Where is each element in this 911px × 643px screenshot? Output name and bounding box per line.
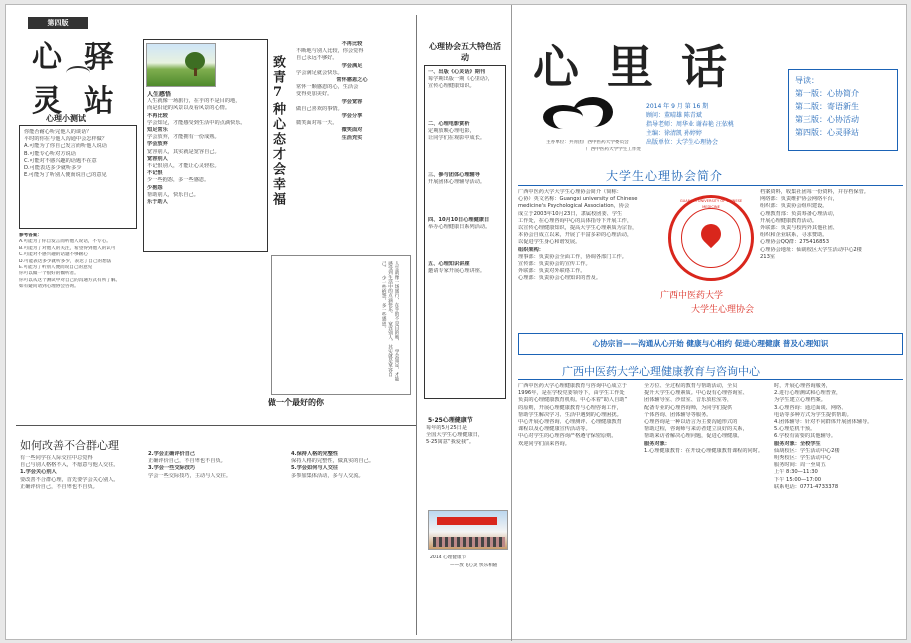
logo-char-1: 心 <box>32 40 62 75</box>
banner-icon <box>437 517 497 525</box>
publisher-line: 出版单位：大学生心理协会 <box>646 139 719 146</box>
poem-vertical-line: 少一些抱怨，多一些感恩。 <box>381 275 387 331</box>
essay-line: 人生就像一场旅行，在乎的不是目的地， <box>147 98 241 105</box>
vertical-poem-panel <box>271 255 411 395</box>
feature-item: 一、出版《心灵话》期刊 <box>428 69 486 75</box>
qq-group-line: 心理协会QQ群：275416853 <box>760 239 829 246</box>
service-time: 服务时间：周一至周五 <box>774 462 826 469</box>
seal-caption-1: 广西中医药大学 <box>660 291 724 301</box>
essay-subhead: 学会放弃 <box>147 141 168 148</box>
intro-line: 理事部：负责协会全面工作，协调各部门工作。 <box>518 253 627 260</box>
essay-heading: 人生感悟 <box>147 91 172 98</box>
quiz-intro: 你能否耐心听完他人的谈话？ <box>24 129 92 135</box>
center-line: 欢迎同学们前来咨询。 <box>518 440 570 447</box>
feature-item: 二、心理电影赏析 <box>428 120 470 127</box>
article2-subhead: 1.学会关心别人 <box>20 469 57 476</box>
intro-right-line: 心理教育部：负责筹备心理活动， <box>760 210 838 217</box>
logo-char-3: 灵 <box>32 84 62 119</box>
edition-tag: 第四版 <box>28 17 88 29</box>
features-list <box>428 69 502 275</box>
intro-line: 广西中医药大学大学生心理协会简介（简称： <box>518 189 622 195</box>
do-best-title: 做一个最好的你 <box>268 398 324 407</box>
article2-subhead: 3.学会一些交际技巧 <box>148 465 196 472</box>
mindset-line: 学会满足就会快乐。 <box>296 69 343 76</box>
center-underline <box>518 379 903 380</box>
feature-item: 四、10月10日心理健康日 <box>428 216 490 223</box>
center-line: 配备专业的心理咨询师，为同学们提供 <box>644 404 733 411</box>
newspaper-spread <box>5 4 907 640</box>
mindset-subhead: 不再比较 <box>341 41 363 47</box>
festival-photo <box>428 510 508 550</box>
center-title: 广西中医药大学心理健康教育与咨询中心 <box>562 365 760 378</box>
center-line: 1.心理健康教育：在开设心理健康教育课程的同时。 <box>644 447 764 454</box>
quiz-box <box>19 125 137 229</box>
essay-subhead: 不再比较 <box>147 112 168 119</box>
section-divider <box>16 425 416 426</box>
association-seal <box>668 195 754 281</box>
center-col1 <box>518 383 638 633</box>
mindset-subhead: 学会分享 <box>341 113 363 120</box>
center-line: 时，开展心理咨询服务， <box>774 383 832 389</box>
page-fold <box>511 5 512 641</box>
essay-line: 不记恨别人，才能让心灵轻松。 <box>147 163 220 170</box>
logo-stroke <box>573 97 613 127</box>
answer-line: 你可以从这个测试中对自己的沟通方式有所了解。 <box>19 277 121 283</box>
intro-right-text <box>760 189 902 319</box>
intro-title: 大学生心理协会简介 <box>606 169 724 183</box>
essay-subhead: 知足常乐 <box>147 127 168 134</box>
article2-subhead: 5.学会如何与人交往 <box>291 465 339 472</box>
essay-line: 学会放弃，才能拥有一份成熟。 <box>147 134 220 141</box>
logo-swirl-icon <box>66 66 90 80</box>
seal-caption-2: 大学生心理协会 <box>691 305 755 315</box>
intro-line: 外联部：负责对外联络工作。 <box>518 268 586 275</box>
intro-subhead: 组织架构： <box>518 246 544 253</box>
mindset-line: 常怀一颗感恩的心，生活会 <box>296 84 359 91</box>
sponsor-line: 主办单位：共青团广西中医药大学委员会 <box>546 140 629 145</box>
center-line: 2.进行心理测试和心理普查， <box>774 390 842 397</box>
sponsor-line-2: 广西中医药大学学生工作处 <box>586 147 642 152</box>
essay-subhead: 宽容别人 <box>147 155 168 162</box>
quiz-title: 心理小测试 <box>46 114 86 123</box>
seal-ring-text: GUANGXI UNIVERSITY OF CHINESE MEDICINE <box>679 199 743 210</box>
quiz-option: D.可能表达多少就听多少 <box>24 165 82 172</box>
center-subhead: 服务对象： <box>644 440 670 447</box>
crowd-icon <box>433 537 505 547</box>
feature-line: 让同学们在观影中成长。 <box>428 135 486 142</box>
intro-right-line: 外联部：负责与校内外其他社团、 <box>760 225 838 232</box>
essay-line: 学会知足，才能感受到生活中的点滴快乐。 <box>147 119 246 126</box>
article2-subhead: 4.保持人格的完整性 <box>291 451 339 457</box>
campus-line: 仙葫校区：学生活动中心2楼 <box>774 447 840 454</box>
intro-line: 以促进学生身心和谐发展。 <box>518 239 581 246</box>
article2-line: 多参加集体活动，多与人交流。 <box>291 472 364 479</box>
center-line: 广西中医药大学心理健康教育与咨询中心成立于 <box>518 383 627 389</box>
festival-caption: 2014 心理健康节 <box>430 555 467 560</box>
feature-item: 三、参与团体心理辅导 <box>428 172 480 179</box>
service-target: 服务对象：全校学生 <box>774 440 821 447</box>
feature-line: 举办心理健康日系列活动。 <box>428 223 491 230</box>
center-line: 4.团体辅导：针对不同群体开展团体辅导。 <box>774 419 873 426</box>
center-line: 帮助过程，咨询师与来访者建立良好的关系， <box>644 426 748 433</box>
article2-col3 <box>291 451 409 635</box>
center-line: 课程以及心理健康宣传活动等。 <box>518 426 591 433</box>
center-line: 5.心理危机干预。 <box>774 426 816 433</box>
poem-vertical-line: 宽容别人，其实就是宽容自己。 <box>381 261 393 377</box>
feature-line: 每学期出版一期《心里话》， <box>428 76 493 83</box>
center-col2 <box>644 383 768 633</box>
poem-vertical-text <box>279 261 399 381</box>
center-line: 个体咨询、团体辅导等服务。 <box>644 411 712 418</box>
center-line: 1996年，是在学校党委领导下，由学生工作处 <box>518 390 625 397</box>
essay-subhead: 不记恨 <box>147 170 163 177</box>
quiz-option: 平时的你在与他人沟通中会怎样做？ <box>24 136 108 143</box>
center-line: 负责的心理健康教育机构。中心本着“助人自助” <box>518 397 628 404</box>
intro-underline <box>518 185 903 186</box>
address-line: 213室 <box>760 253 776 260</box>
quiz-option: C.可能对不感兴趣的话题不在意 <box>24 157 97 164</box>
center-line: 3.心理咨询：通过面谈、网络、 <box>774 404 847 411</box>
logo-char-2: 驿 <box>84 40 114 75</box>
intro-line: 心理部：负责协会心理知识的普及。 <box>518 275 602 282</box>
essay-line: 帮助别人，快乐自己。 <box>147 191 199 198</box>
mindset-line: 自己永远不够好。 <box>296 55 338 62</box>
answer-line: C.可能对不感兴趣的话题不够耐心 <box>19 252 88 258</box>
masthead: 心 里 话 <box>533 40 734 94</box>
article2-line: 正确评价自己，不自卑也不自负。 <box>148 458 226 465</box>
article2-title: 如何改善不合群心理 <box>20 439 119 452</box>
center-line: 帮助学生解决学习、生活中遇到的心理困扰。 <box>518 411 622 418</box>
center-line: 6.学校有需要的其他辅导。 <box>774 433 837 440</box>
article2-line: 要改善不合群心理，首先要学会关心别人。 <box>20 476 119 483</box>
guide-item[interactable]: 第四版：心灵驿站 <box>795 128 859 137</box>
quiz-option: E.可能为了听别人便而说自己的意见 <box>24 172 107 179</box>
quiz-options <box>24 136 132 179</box>
motto-box: 心协宗旨——沟通从心开始 健康与心相约 促进心理健康 普及心理知识 <box>518 333 903 355</box>
issue-number: 2014 年 9 月 第 16 期 <box>646 103 709 110</box>
center-line: 中心开展心理咨询、心理测评、心理健康教育 <box>518 419 622 426</box>
column-logo <box>26 32 134 122</box>
mindset-column <box>296 41 408 251</box>
guide-box <box>788 69 898 151</box>
mindset-subhead: 常怀感恩之心 <box>336 77 368 84</box>
poem-title: 致青7种心态才会幸福 <box>270 55 285 207</box>
article2-line: 自己与别人格格不入，不愿意与他人交往。 <box>20 462 119 469</box>
article2-line: 有一些同学在人际交往中总觉得 <box>20 455 93 461</box>
intro-right-line: 组织和企业联系，寻求赞助。 <box>760 232 828 239</box>
center-line: 全方位、全过程的教育与帮助活动，全员 <box>644 383 738 389</box>
answers-heading: 参考答案： <box>19 233 42 238</box>
mindset-line: 变得更加美好。 <box>296 91 333 98</box>
essay-text <box>147 91 265 249</box>
center-line: 为学生建立心理档案。 <box>774 397 826 404</box>
intro-text <box>518 189 658 339</box>
answer-line: 如有疑问请到心理协会咨询。 <box>19 284 79 290</box>
article2-line: 正确评价自己，不自卑也不自负。 <box>20 483 98 490</box>
mindset-subhead: 生活充实 <box>341 134 363 141</box>
intro-right-line: 开展心理健康教育活动。 <box>760 217 818 224</box>
feature-line: 邀请专家开展心理讲座。 <box>428 268 486 275</box>
mindset-subhead: 学会满足 <box>341 62 363 69</box>
quiz-option: A.可能为了你自己发言而听他人说话 <box>24 143 107 150</box>
essay-subhead: 少抱怨 <box>147 184 163 191</box>
feature-item: 五、心理知识讲座 <box>428 261 470 268</box>
intro-line: 工作处，在心理咨询中心的具体指导下开展工作， <box>518 217 633 224</box>
column-divider <box>416 15 417 635</box>
mindset-subhead: 学会宽容 <box>341 98 363 105</box>
answer-line: A.可能为了你自发言而听他人说话，不专心。 <box>19 239 111 245</box>
intro-line: 成立于2003年10月23日，隶属校团委、学生 <box>518 210 623 217</box>
issue-info <box>646 102 786 162</box>
day525-line: 每年的5月25日是 <box>426 425 468 431</box>
logo-char-4: 站 <box>84 84 114 119</box>
features-box <box>424 65 506 399</box>
answer-line: E.可能为了听别人便而说自己的意见 <box>19 265 93 271</box>
article2-line: 保持人格的完整性，做真实的自己。 <box>291 458 375 465</box>
intro-right-line: 组织部：负责协会组织建设。 <box>760 203 828 210</box>
answer-line: 你可以做一个很好的倾听者。 <box>19 271 79 277</box>
day525-text <box>426 425 508 465</box>
address-line: 心理协会地址：仙葫校区大学生活动中心2楼 <box>760 246 862 253</box>
article2-subhead: 2.学会正确评价自己 <box>148 451 196 457</box>
intro-line: 本协会自成立以来，开展了丰富多彩的心理活动， <box>518 232 633 239</box>
center-line: 提升大学生心理素质。中心设有心理咨询室、 <box>644 390 748 397</box>
poem-vertical-line: 人生就像一场旅行，在乎的不是目的地， <box>394 261 399 344</box>
feature-line: 宣传心理健康知识。 <box>428 83 475 90</box>
campus-line: 明秀校区：学生活动中心 <box>774 455 832 462</box>
association-logo-icon <box>543 97 623 135</box>
features-title: 心理协会五大特色活动 <box>429 42 501 62</box>
article2-col2 <box>148 451 266 635</box>
intro-right-line: 网络部：负责维护协会网络平台， <box>760 196 838 203</box>
center-line: 帮助来访者解决心理问题，促进心理健康。 <box>644 433 743 440</box>
mindset-subhead: 微笑面对 <box>341 127 363 134</box>
guide-box-title: 导读： <box>795 76 819 85</box>
guide-item[interactable]: 第一版：心协简介 <box>795 89 859 98</box>
mindset-line: 不断地与别人比较，你会觉得 <box>296 48 364 55</box>
intro-right-line: 档案资料，收集社团每一份资料，并存档保管。 <box>760 189 869 195</box>
center-line: 的原则，开展心理健康教育与心理咨询工作， <box>518 404 622 411</box>
answers-column <box>19 233 269 423</box>
essay-line: 少一些抱怨，多一些感恩。 <box>147 177 210 184</box>
service-time: 上午 8:30—11:30 <box>774 469 818 476</box>
center-line: 心理咨询是一种以语言为主要沟通形式的 <box>644 419 738 426</box>
quiz-option: B.可能专心听对方说话 <box>24 150 76 157</box>
day525-title: 5·25心理健康节 <box>428 417 473 424</box>
guide-item[interactable]: 第三版：心协活动 <box>795 115 859 124</box>
article2-col1 <box>20 455 138 635</box>
center-line: 团体辅导室、沙盘室、音乐放松室等， <box>644 397 733 404</box>
intro-line: 以宣传心理健康知识，提高大学生心理素质为宗旨， <box>518 225 638 232</box>
essay-line: 宽容别人，其实就是宽容自己。 <box>147 148 220 155</box>
intro-line: 心协）英文名称：Guangxi university of Chinese <box>518 196 638 203</box>
center-col3 <box>774 383 902 633</box>
poem-vertical-line: 学会知足，才能感受到生活中的点滴快乐。 <box>387 261 399 381</box>
intro-line: 宣传部：负责协会的宣传工作。 <box>518 261 591 268</box>
mindset-line: 微笑面对每一天。 <box>296 120 338 127</box>
day525-line: 5·25寓意“我爱我”。 <box>426 439 475 446</box>
essay-subhead: 乐于助人 <box>147 199 168 206</box>
advisor-line: 顾问：董晴雄 陈青斌 <box>646 112 702 119</box>
guide-line: 指导老师：周华业 谢春艳 汪依桃 <box>646 121 734 128</box>
center-line: 电话等多种方式为学生提供帮助。 <box>774 411 852 418</box>
festival-subcaption: ——放飞心灵 快乐相随 <box>450 563 498 568</box>
answer-line: D.可能表达多少就听多少，表达了自己的想法 <box>19 258 112 264</box>
contact-phone: 联系电话：0771-4733378 <box>774 483 839 490</box>
feature-line: 开展团体心理辅导活动。 <box>428 179 486 186</box>
intro-line: medicine's Psychological Association，协会 <box>518 203 630 210</box>
guide-item[interactable]: 第二版：寄语新生 <box>795 102 859 111</box>
editor-line: 主编：徐清凯 孙婷婷 <box>646 130 702 137</box>
service-time: 下午 15:00—17:00 <box>774 476 822 483</box>
answer-line: B.可能为了对他人的关注，希望得到他人的认可 <box>19 245 116 251</box>
mindset-line: 做自己喜欢的事情。 <box>296 105 343 112</box>
article2-line: 学会一些交际技巧，主动与人交往。 <box>148 472 232 479</box>
feature-line: 定期放映心理电影， <box>428 127 475 134</box>
center-line: 中心对学生的心理咨询严格遵守保密原则。 <box>518 433 617 440</box>
essay-line: 而是沿途的风景以及看风景的心情。 <box>147 105 231 112</box>
day525-line: 全国大学生心理健康日， <box>426 432 484 439</box>
